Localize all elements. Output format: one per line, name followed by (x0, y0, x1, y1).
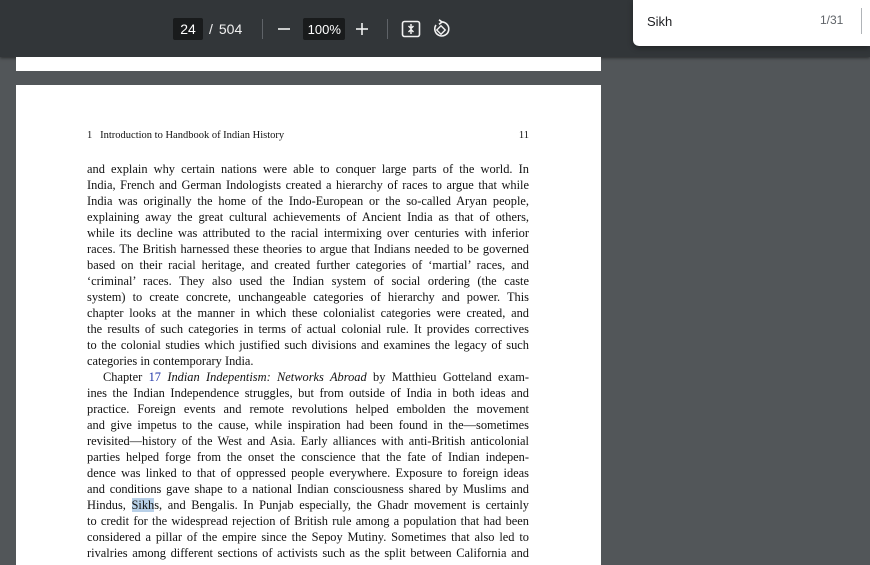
find-match-count: 1/31 (820, 13, 844, 27)
text-line (87, 369, 529, 385)
minus-icon (277, 22, 291, 36)
rotate-button[interactable] (428, 16, 454, 42)
chapter-title: Indian Indepentism: Networks Abroad (167, 370, 367, 384)
text-line: practice. Foreign events and remote revolutions helped embolden the movement (87, 402, 529, 416)
zoom-in-button[interactable] (349, 16, 375, 42)
text-line: India was originally the home of the Indo-European or the so-called Aryan people, (87, 194, 529, 208)
page-number-input[interactable] (173, 18, 203, 40)
text-line (87, 497, 529, 513)
text-line: the results of such categories in terms of actual colonial rule. It provides correctives (87, 322, 529, 336)
find-bar-divider (861, 8, 862, 34)
header-title: 1 Introduction to Handbook of Indian History (87, 130, 285, 141)
chapter-link[interactable]: 17 (148, 370, 161, 384)
text-line: while its decline was attributed to the racial intermixing over centuries with inferior (87, 226, 529, 240)
previous-page (16, 57, 601, 71)
text-line: to the colonial studies which justified such divisions and examines the legacy of such (87, 338, 529, 352)
text-line: to credit for the widespread rejection of British rule among a population that had been (87, 514, 529, 528)
toolbar-controls (173, 17, 454, 41)
rotate-icon (431, 19, 451, 39)
page-body (87, 161, 529, 561)
plus-icon (355, 22, 369, 36)
text-line: categories in contemporary India. (87, 354, 254, 368)
page-separator: / (209, 21, 213, 37)
text-line: ‘criminal’ races. They also used the Indian system of social ordering (the caste (87, 274, 529, 288)
text-line: and explain why certain nations were able to conquer large parts of the world. In (87, 162, 529, 176)
find-bar (633, 0, 870, 46)
text-line: chapter looks at the manner in which these colonialist categories were created, and (87, 306, 529, 320)
header-page-number: 11 (518, 130, 529, 141)
running-header (87, 130, 529, 141)
text-line: revisited—history of the West and Asia. Early alliances with anti-British anticolonial (87, 434, 529, 448)
fit-page-button[interactable] (398, 16, 424, 42)
text-fragment: s, and Bengalis. In Punjab especially, the Ghadr movement is certainly (154, 498, 529, 512)
pdf-page (16, 85, 601, 565)
text-line: and conditions gave shape to a national Indian consciousness shared by Muslims and (87, 482, 529, 496)
toolbar-divider (262, 19, 263, 39)
page-total: 504 (218, 21, 243, 37)
text-line: and give impetus to the cause, while inspiration had been found in the—sometimes (87, 418, 529, 432)
search-highlight: Sikh (131, 498, 155, 512)
text-line: parties helped forge from the onset the conscience that the fate of Indian indepen- (87, 450, 529, 464)
text-fragment: Chapter (103, 370, 149, 384)
fit-page-icon (401, 20, 421, 38)
text-fragment: Hindus, (87, 498, 132, 512)
text-line: based on their racial heritage, and created further categories of ‘martial’ races, and (87, 258, 529, 272)
text-line: considered a pillar of the empire since the Sepoy Mutiny. Sometimes that also led to (87, 530, 529, 544)
text-line: explaining away the great cultural achievements of Ancient India as that of others, (87, 210, 529, 224)
find-input[interactable] (647, 11, 797, 31)
text-line: system) to create concrete, unchangeable categories of hierarchy and power. This (87, 290, 529, 304)
zoom-level-input[interactable] (303, 18, 345, 40)
toolbar-divider (387, 19, 388, 39)
text-line: dence was linked to that of oppressed people everywhere. Exposure to foreign ideas (87, 466, 529, 480)
text-line: races. The British harnessed these theories to argue that Indians needed to be governed (87, 242, 529, 256)
text-line: rivalries among different sections of activists such as the split between California and (87, 546, 529, 560)
text-line: India, French and German Indologists created a hierarchy of races to argue that while (87, 178, 529, 192)
text-line: ines the Indian Independence struggles, but from outside of India in both ideas and (87, 386, 529, 400)
zoom-out-button[interactable] (271, 16, 297, 42)
text-fragment: by Matthieu Gotteland exam- (366, 370, 529, 384)
